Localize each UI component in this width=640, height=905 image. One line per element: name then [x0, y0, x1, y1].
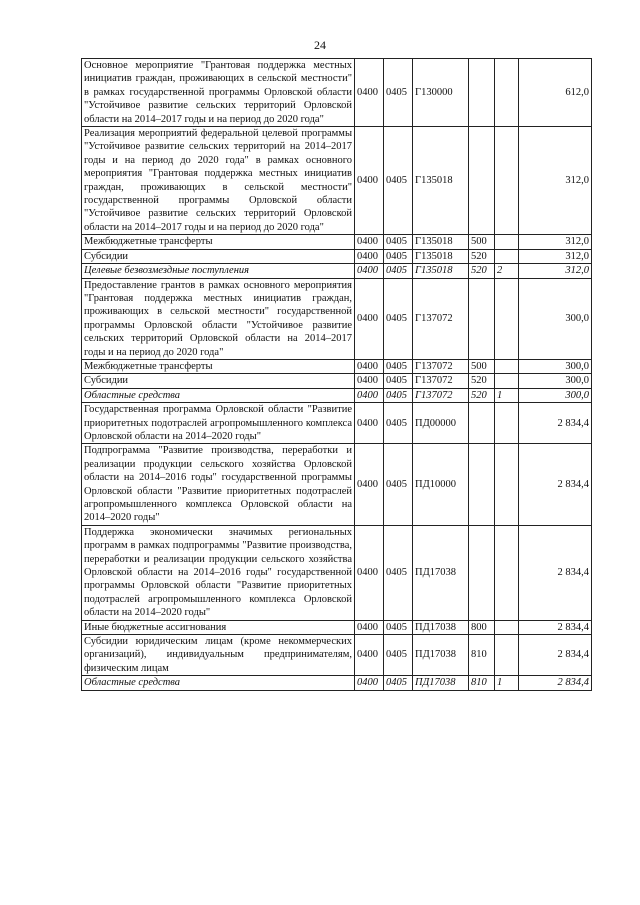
expense-type-code: 500: [469, 359, 495, 373]
amount: 300,0: [519, 359, 592, 373]
expense-type-code: 520: [469, 249, 495, 263]
amount: 612,0: [519, 59, 592, 127]
section-code: 0400: [355, 249, 384, 263]
table-row: [82, 235, 592, 249]
section-code: 0400: [355, 525, 384, 620]
table-row: [82, 59, 592, 127]
table-row: [82, 264, 592, 278]
row-description: Реализация мероприятий федеральной целевой программы "Устойчивое развитие сельских территорий на 2014–2017 годы и на период до 2020 года" в рамках основного мероприятия "Грантовая поддержка местных инициатив граждан, проживающих в сельской местности" государственной программы Орловской области "Устойчивое развитие сельских территорий Орловской области на 2014–2017 годы и на период до 2020 года": [82, 127, 355, 235]
expense-type-code: 810: [469, 635, 495, 676]
amount: 300,0: [519, 388, 592, 402]
table-row: [82, 403, 592, 444]
amount: 300,0: [519, 374, 592, 388]
section-code: 0400: [355, 374, 384, 388]
target-article-code: ПД17038: [413, 525, 469, 620]
section-code: 0400: [355, 444, 384, 525]
row-description: Поддержка экономически значимых региональных программ в рамках подпрограммы "Развитие производства, переработки и реализации продукции сельского хозяйства Орловской области на 2014–2016 годы" государственной программы Орловской области "Развитие приоритетных подотраслей агропромышленного комплекса Орловской области на 2014–2020 годы": [82, 525, 355, 620]
table-row: [82, 388, 592, 402]
row-description: Областные средства: [82, 676, 355, 690]
expense-type-code: [469, 127, 495, 235]
amount: 312,0: [519, 249, 592, 263]
subsection-code: 0405: [384, 127, 413, 235]
kind-code: [495, 249, 519, 263]
kind-code: 1: [495, 388, 519, 402]
row-description: Межбюджетные трансферты: [82, 235, 355, 249]
subsection-code: 0405: [384, 264, 413, 278]
section-code: 0400: [355, 403, 384, 444]
target-article-code: ПД17038: [413, 676, 469, 690]
section-code: 0400: [355, 127, 384, 235]
kind-code: 1: [495, 676, 519, 690]
table-row: [82, 249, 592, 263]
expense-type-code: 810: [469, 676, 495, 690]
target-article-code: Г135018: [413, 264, 469, 278]
expense-type-code: [469, 444, 495, 525]
amount: 300,0: [519, 278, 592, 359]
row-description: Целевые безвозмездные поступления: [82, 264, 355, 278]
subsection-code: 0405: [384, 388, 413, 402]
kind-code: [495, 278, 519, 359]
kind-code: [495, 620, 519, 634]
amount: 2 834,4: [519, 403, 592, 444]
table-row: [82, 127, 592, 235]
amount: 312,0: [519, 235, 592, 249]
expense-type-code: [469, 525, 495, 620]
subsection-code: 0405: [384, 444, 413, 525]
table-row: [82, 374, 592, 388]
row-description: Субсидии юридическим лицам (кроме некоммерческих организаций), индивидуальным предпринимателям, физическим лицам: [82, 635, 355, 676]
target-article-code: ПД17038: [413, 635, 469, 676]
subsection-code: 0405: [384, 359, 413, 373]
row-description: Субсидии: [82, 374, 355, 388]
expense-type-code: 800: [469, 620, 495, 634]
row-description: Основное мероприятие "Грантовая поддержка местных инициатив граждан, проживающих в сельской местности" в рамках государственной программы Орловской области "Устойчивое развитие сельских территорий Орловской области на 2014–2017 годы и на период до 2020 года": [82, 59, 355, 127]
table-row: [82, 525, 592, 620]
expense-type-code: 520: [469, 374, 495, 388]
subsection-code: 0405: [384, 403, 413, 444]
target-article-code: ПД10000: [413, 444, 469, 525]
row-description: Государственная программа Орловской области "Развитие приоритетных подотраслей агропромышленного комплекса Орловской области на 2014–2020 годы": [82, 403, 355, 444]
amount: 2 834,4: [519, 676, 592, 690]
row-description: Подпрограмма "Развитие производства, переработки и реализации продукции сельского хозяйства Орловской области на 2014–2016 годы" государственной программы Орловской области "Развитие приоритетных подотраслей агропромышленного комплекса Орловской области на 2014–2020 годы": [82, 444, 355, 525]
subsection-code: 0405: [384, 59, 413, 127]
table-row: [82, 444, 592, 525]
subsection-code: 0405: [384, 235, 413, 249]
table-row: [82, 620, 592, 634]
section-code: 0400: [355, 359, 384, 373]
expense-type-code: 520: [469, 388, 495, 402]
target-article-code: ПД17038: [413, 620, 469, 634]
kind-code: [495, 374, 519, 388]
row-description: Иные бюджетные ассигнования: [82, 620, 355, 634]
page-number: 24: [314, 38, 326, 52]
row-description: Предоставление грантов в рамках основного мероприятия "Грантовая поддержка местных инициатив граждан, проживающих в сельской местности" государственной программы Орловской области "Устойчивое развитие сельских территорий Орловской области на 2014–2017 годы и на период до 2020 года": [82, 278, 355, 359]
amount: 2 834,4: [519, 620, 592, 634]
kind-code: [495, 525, 519, 620]
expense-type-code: [469, 278, 495, 359]
subsection-code: 0405: [384, 635, 413, 676]
amount: 2 834,4: [519, 444, 592, 525]
section-code: 0400: [355, 235, 384, 249]
row-description: Межбюджетные трансферты: [82, 359, 355, 373]
budget-table: [81, 58, 592, 691]
section-code: 0400: [355, 635, 384, 676]
subsection-code: 0405: [384, 525, 413, 620]
section-code: 0400: [355, 278, 384, 359]
target-article-code: Г135018: [413, 235, 469, 249]
budget-table-body: [82, 59, 592, 691]
kind-code: [495, 59, 519, 127]
expense-type-code: 500: [469, 235, 495, 249]
target-article-code: Г137072: [413, 359, 469, 373]
expense-type-code: 520: [469, 264, 495, 278]
section-code: 0400: [355, 264, 384, 278]
subsection-code: 0405: [384, 620, 413, 634]
kind-code: [495, 444, 519, 525]
subsection-code: 0405: [384, 374, 413, 388]
table-row: [82, 635, 592, 676]
table-row: [82, 359, 592, 373]
subsection-code: 0405: [384, 278, 413, 359]
amount: 312,0: [519, 127, 592, 235]
target-article-code: Г137072: [413, 374, 469, 388]
table-row: [82, 676, 592, 690]
amount: 312,0: [519, 264, 592, 278]
kind-code: [495, 403, 519, 444]
kind-code: [495, 359, 519, 373]
kind-code: [495, 635, 519, 676]
target-article-code: ПД00000: [413, 403, 469, 444]
table-row: [82, 278, 592, 359]
subsection-code: 0405: [384, 676, 413, 690]
kind-code: [495, 127, 519, 235]
row-description: Областные средства: [82, 388, 355, 402]
section-code: 0400: [355, 59, 384, 127]
target-article-code: Г135018: [413, 127, 469, 235]
section-code: 0400: [355, 676, 384, 690]
target-article-code: Г135018: [413, 249, 469, 263]
amount: 2 834,4: [519, 635, 592, 676]
amount: 2 834,4: [519, 525, 592, 620]
subsection-code: 0405: [384, 249, 413, 263]
row-description: Субсидии: [82, 249, 355, 263]
section-code: 0400: [355, 388, 384, 402]
target-article-code: Г130000: [413, 59, 469, 127]
expense-type-code: [469, 403, 495, 444]
kind-code: [495, 235, 519, 249]
section-code: 0400: [355, 620, 384, 634]
kind-code: 2: [495, 264, 519, 278]
expense-type-code: [469, 59, 495, 127]
target-article-code: Г137072: [413, 388, 469, 402]
target-article-code: Г137072: [413, 278, 469, 359]
